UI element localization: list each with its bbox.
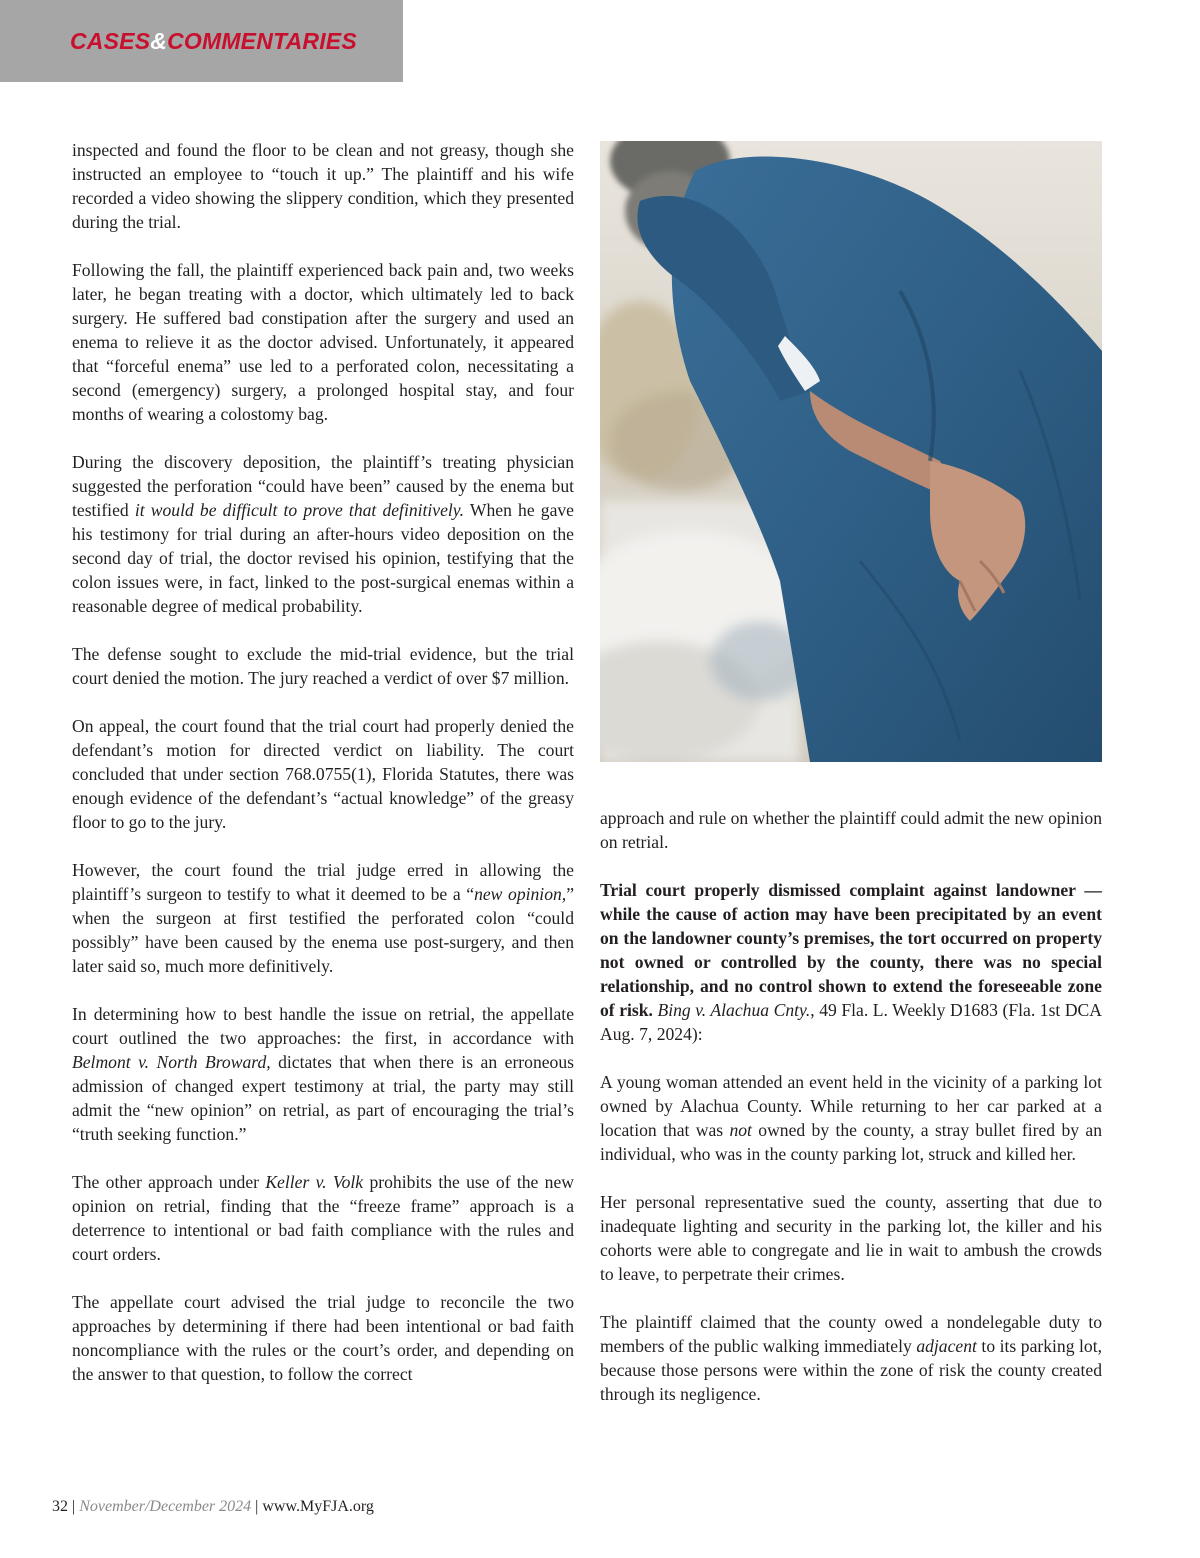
paragraph: inspected and found the floor to be clean and not greasy, though she instructed an employee to “touch it up.” The plaintiff and his wife recorded a video showing the slippery condition, which they presented during the trial. [72, 140, 574, 232]
paragraph: During the discovery deposition, the plaintiff’s treating physician suggested the perforation “could have been” caused by the enema but testified it would be difficult to prove that definitively. When he gave his testimony for trial during an after-hours video deposition on the second day of trial, the doctor revised his opinion, testifying that the colon issues were, in fact, linked to the post-surgical enemas within a reasonable degree of medical probability. [72, 452, 574, 616]
paragraph: Following the fall, the plaintiff experienced back pain and, two weeks later, he began treating with a doctor, which ultimately led to back surgery. He suffered bad constipation after the surgery and used an enema to relieve it as the doctor advised. Unfortunately, it appeared that “forceful enema” use led to a perforated colon, necessitating a second (emergency) surgery, a prolonged hospital stay, and four months of wearing a colostomy bag. [72, 260, 574, 424]
section-title-ampersand: & [150, 28, 168, 54]
section-title-cases: CASES [70, 28, 151, 54]
italic-term: new opinion, [474, 884, 567, 904]
right-text-column [600, 806, 1102, 1406]
paragraph: The defense sought to exclude the mid-trial evidence, but the trial court denied the motion. The jury reached a verdict of over $7 million. [72, 644, 574, 688]
case-name: Bing v. Alachua Cnty. [657, 1000, 811, 1020]
paragraph: A young woman attended an event held in the vicinity of a parking lot owned by Alachua County. While returning to her car parked at a location that was not owned by the county, a stray bullet fired by an individual, who was in the county parking lot, struck and killed her. [600, 1072, 1102, 1164]
website-link[interactable]: www.MyFJA.org [262, 1498, 374, 1515]
paragraph: The other approach under Keller v. Volk prohibits the use of the new opinion on retrial, finding that the “freeze frame” approach is a deterrence to intentional or bad faith compliance with the rules and court orders. [72, 1172, 574, 1264]
case-name: Keller v. Volk [265, 1172, 364, 1192]
case-citation: , 49 Fla. L. Weekly D1683 (Fla. 1st DCA Aug. 7, 2024): [600, 1000, 1102, 1044]
issue-date: November/December 2024 [79, 1498, 252, 1515]
paragraph: approach and rule on whether the plaintiff could admit the new opinion on retrial. [600, 808, 1102, 852]
footer-separator: | [72, 1498, 76, 1515]
paragraph: On appeal, the court found that the trial court had properly denied the defendant’s motion for directed verdict on liability. The court concluded that under section 768.0755(1), Florida Statutes, there was enough evidence of the defendant’s “actual knowledge” of the greasy floor to go to the jury. [72, 716, 574, 832]
italic-quote: it would be difficult to prove that definitively. [134, 500, 465, 520]
paragraph: The plaintiff claimed that the county owed a nondelegable duty to members of the public walking immediately adjacent to its parking lot, because those persons were within the zone of risk the county created through its negligence. [600, 1312, 1102, 1404]
page-number: 32 [52, 1498, 68, 1515]
footer-separator: | [255, 1498, 259, 1515]
paragraph: Her personal representative sued the county, asserting that due to inadequate lighting and security in the parking lot, the killer and his cohorts were able to congregate and lie in wait to ambush the crowds to leave, to perpetrate their crimes. [600, 1192, 1102, 1284]
case-name: Belmont v. North Broward, [72, 1052, 271, 1072]
man-holding-lower-back-image [600, 141, 1102, 762]
paragraph: The appellate court advised the trial judge to reconcile the two approaches by determining if there had been intentional or bad faith noncompliance with the rules or the court’s order, and depending on the answer to that question, to follow the correct [72, 1292, 574, 1384]
section-title [70, 28, 357, 55]
back-pain-photo [600, 141, 1102, 762]
paragraph: In determining how to best handle the issue on retrial, the appellate court outlined the two approaches: the first, in accordance with Belmont v. North Broward, dictates that when there is an erroneous admission of changed expert testimony at trial, the party may still admit the “new opinion” on retrial, as part of encouraging the trial’s “truth seeking function.” [72, 1004, 575, 1144]
case-headnote: Trial court properly dismissed complaint against landowner — while the cause of action may have been precipitated by an event on the landowner county’s premises, the tort occurred on property not owned or controlled by the county, there was no special relationship, and no control shown to extend the foreseeable zone of risk. [600, 880, 1102, 1020]
page-footer [52, 1498, 374, 1516]
left-text-column [72, 138, 574, 1386]
case-summary-paragraph [600, 878, 1102, 1046]
paragraph: However, the court found the trial judge erred in allowing the plaintiff’s surgeon to testify to what it deemed to be a “new opinion,” when the surgeon at first testified the perforated colon “could possibly” have been caused by the enema use post-surgery, and then later said so, much more definitively. [72, 860, 574, 976]
section-header-bar [0, 0, 403, 82]
section-title-commentaries: COMMENTARIES [167, 28, 357, 54]
italic-emphasis: adjacent [916, 1336, 977, 1356]
italic-emphasis: not [729, 1120, 752, 1140]
